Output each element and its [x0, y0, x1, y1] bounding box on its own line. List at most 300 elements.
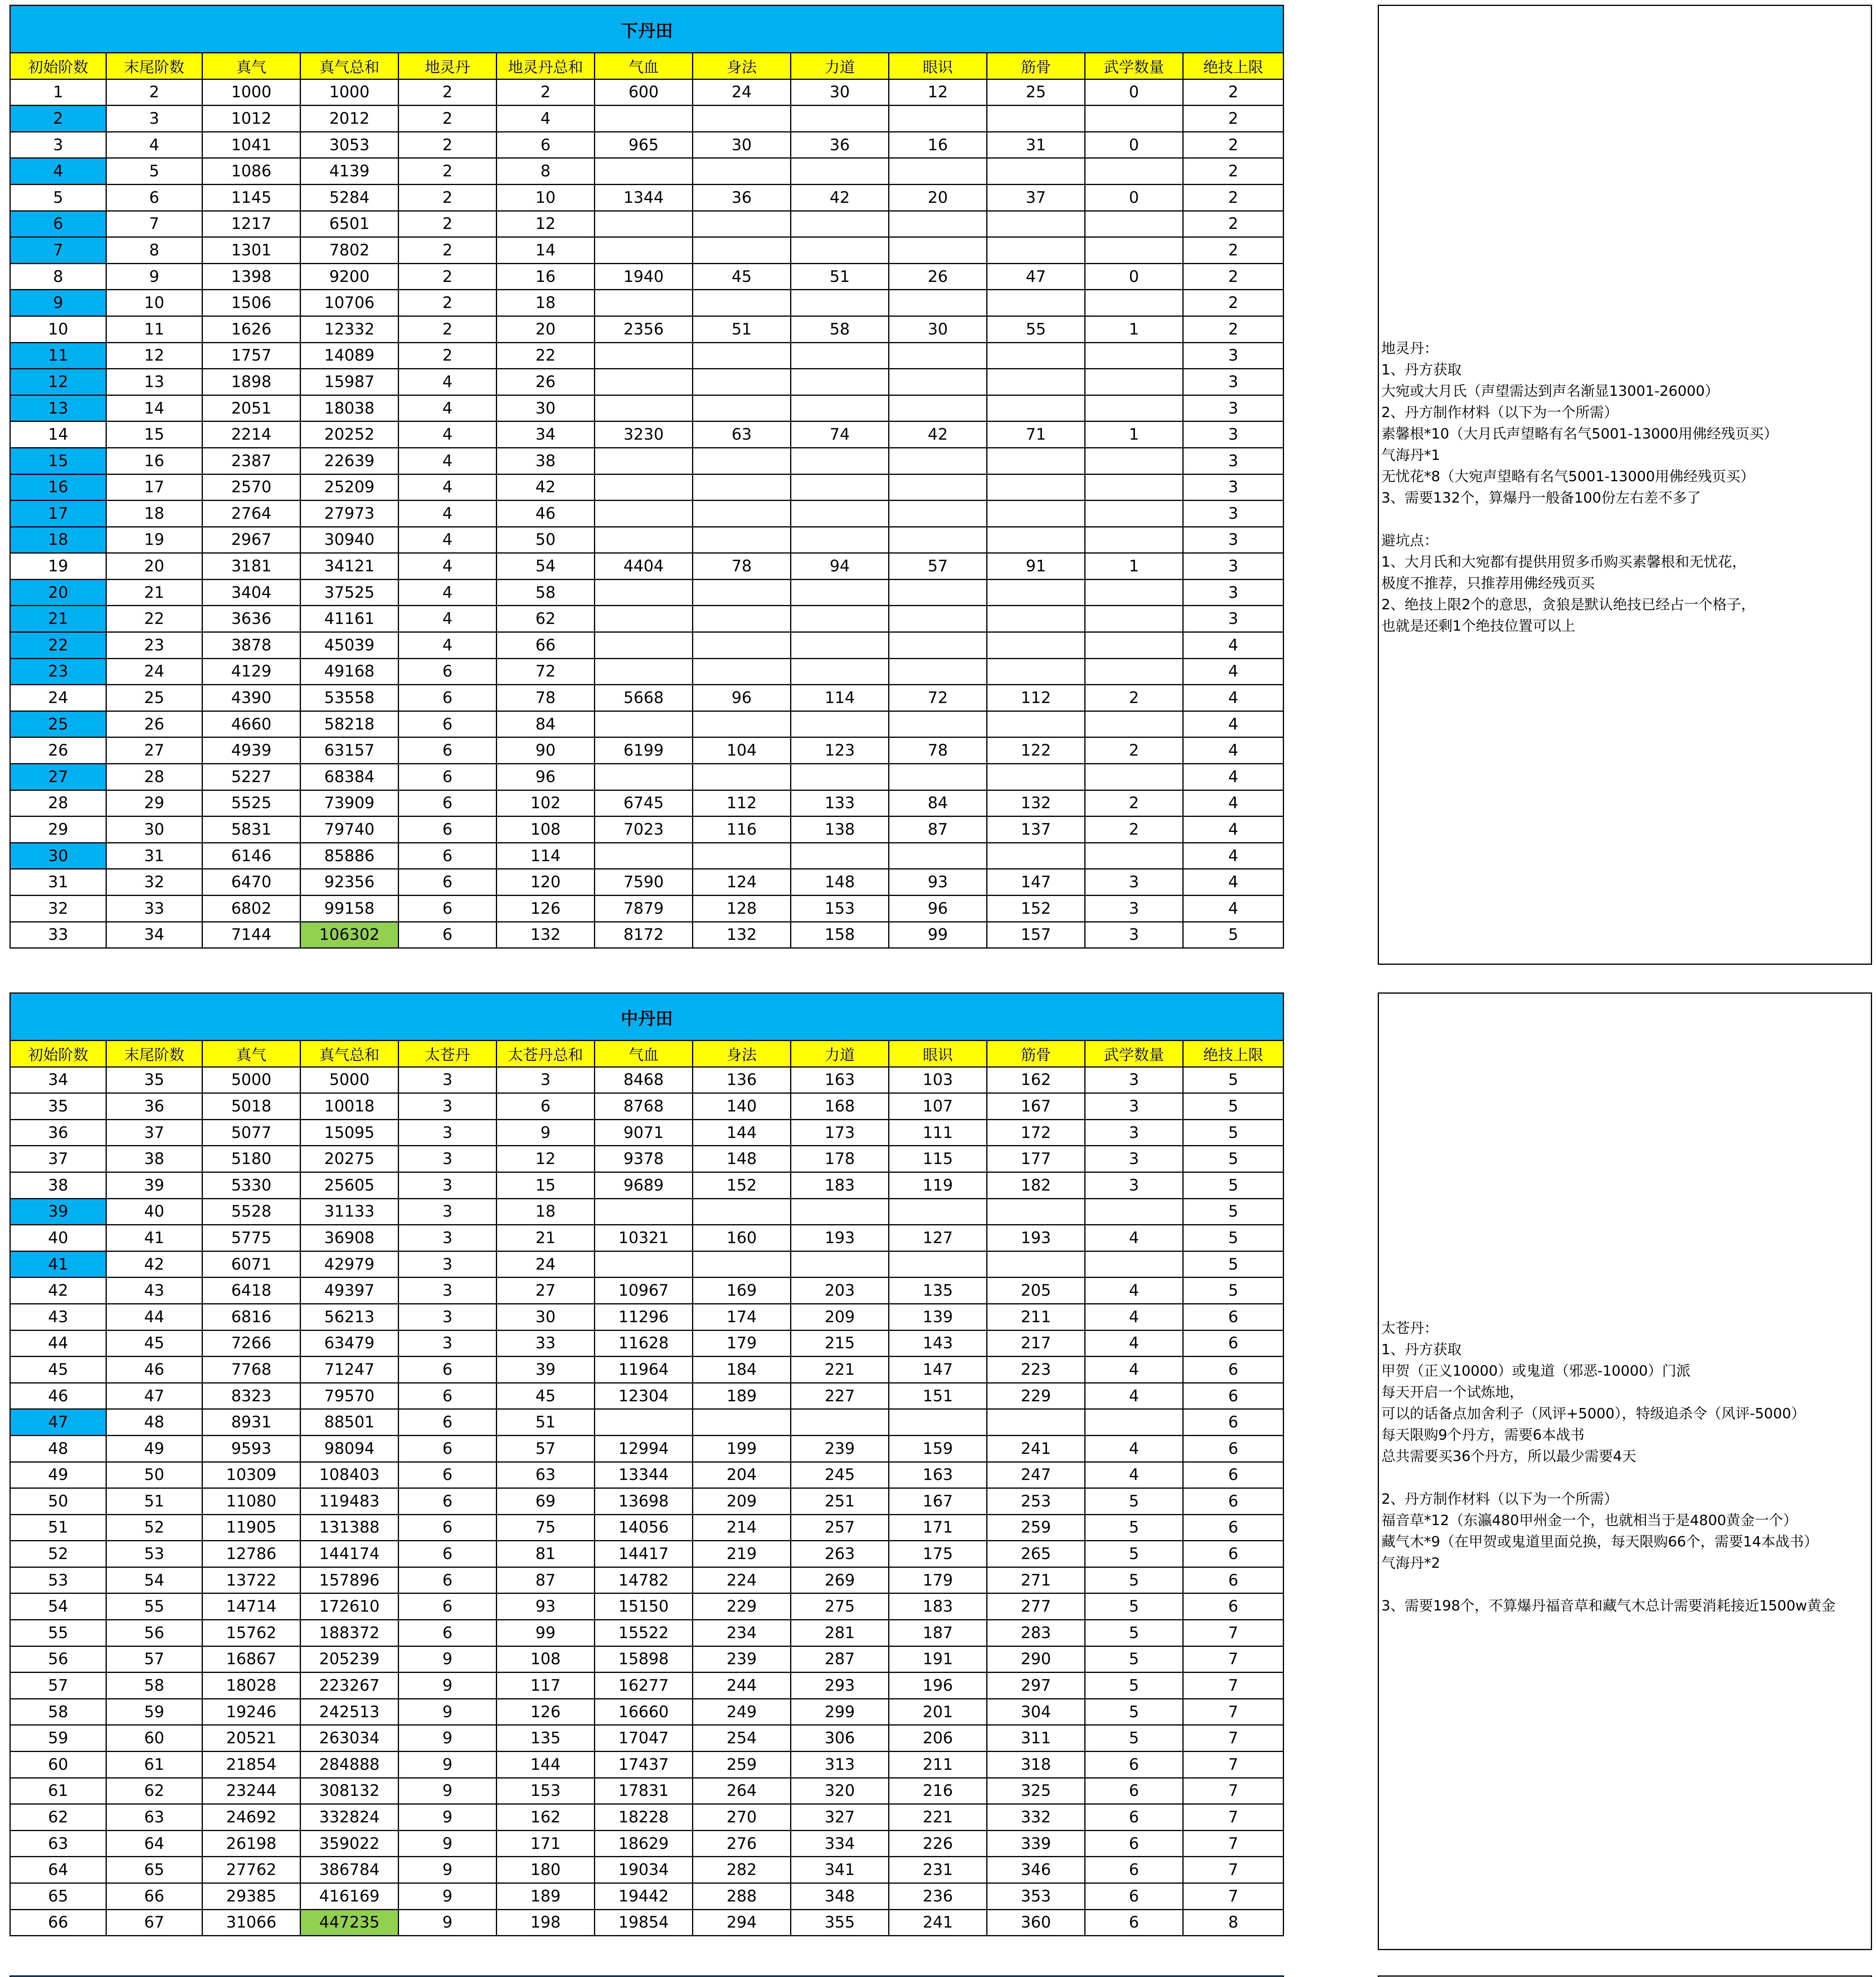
- table-cell: 5: [1085, 1488, 1183, 1515]
- table-cell: 15: [10, 448, 106, 474]
- table-cell: 27: [10, 764, 106, 790]
- table-cell: [889, 579, 987, 606]
- table-cell: 23: [106, 632, 202, 659]
- table-cell: 43: [10, 1304, 106, 1330]
- table-cell: 171: [889, 1514, 987, 1541]
- column-header: 绝技上限: [1183, 1041, 1284, 1067]
- table-cell: 96: [889, 896, 987, 922]
- table-cell: 4: [1183, 843, 1284, 869]
- column-header: 力道: [791, 53, 889, 79]
- table-cell: 49397: [301, 1278, 399, 1304]
- table-cell: 139: [889, 1304, 987, 1330]
- table-cell: [595, 290, 693, 316]
- table-cell: 3: [1183, 474, 1284, 501]
- table-cell: 10018: [301, 1093, 399, 1120]
- table-cell: 147: [889, 1357, 987, 1383]
- table-cell: [595, 106, 693, 132]
- table-cell: 55: [987, 316, 1085, 342]
- table-cell: 1: [1085, 316, 1183, 342]
- table-cell: 120: [497, 869, 595, 896]
- table-cell: 36908: [301, 1225, 399, 1251]
- table-cell: 9: [399, 1909, 497, 1936]
- table-cell: 287: [791, 1646, 889, 1673]
- table-cell: 6501: [301, 211, 399, 237]
- column-header: 筋骨: [987, 53, 1085, 79]
- table-row: [10, 158, 1284, 185]
- table-cell: 16277: [595, 1673, 693, 1699]
- table-cell: 4: [1183, 817, 1284, 843]
- table-cell: 965: [595, 132, 693, 158]
- table-cell: [693, 395, 791, 421]
- table-cell: 3181: [202, 553, 301, 580]
- middle-grid: [9, 992, 1284, 1936]
- table-cell: 140: [693, 1093, 791, 1120]
- table-cell: 31: [987, 132, 1085, 158]
- table-cell: 259: [693, 1752, 791, 1778]
- table-cell: 71247: [301, 1357, 399, 1383]
- table-cell: 46: [497, 501, 595, 527]
- table-row: [10, 711, 1284, 737]
- table-cell: 6: [10, 211, 106, 237]
- table-cell: 2: [497, 79, 595, 106]
- table-cell: 4: [1085, 1435, 1183, 1462]
- table-cell: 2: [1085, 790, 1183, 817]
- table-cell: 4939: [202, 737, 301, 764]
- table-cell: 7: [106, 211, 202, 237]
- table-cell: 5284: [301, 184, 399, 211]
- table-cell: 10309: [202, 1462, 301, 1488]
- table-cell: 53: [106, 1541, 202, 1567]
- table-cell: 6418: [202, 1278, 301, 1304]
- table-cell: [791, 1251, 889, 1278]
- table-cell: 26: [10, 737, 106, 764]
- table-cell: 51: [791, 263, 889, 290]
- table-cell: 3: [1183, 421, 1284, 448]
- table-row: [10, 1514, 1284, 1541]
- table-cell: 9: [399, 1725, 497, 1752]
- table-cell: 6470: [202, 869, 301, 896]
- table-row: [10, 395, 1284, 421]
- table-cell: [987, 237, 1085, 264]
- table-cell: 8: [1183, 1909, 1284, 1936]
- middle-dantian-table: [9, 992, 1284, 1936]
- table-cell: [889, 658, 987, 685]
- table-cell: 3: [1183, 369, 1284, 395]
- table-cell: [1085, 158, 1183, 185]
- table-row: [10, 1119, 1284, 1146]
- table-cell: 24: [693, 79, 791, 106]
- table-cell: 236: [889, 1883, 987, 1910]
- table-row: [10, 1830, 1284, 1857]
- table-cell: [791, 395, 889, 421]
- table-row: [10, 527, 1284, 553]
- table-cell: [987, 501, 1085, 527]
- table-cell: 59: [106, 1699, 202, 1725]
- table-row: [10, 1304, 1284, 1330]
- table-cell: 27: [106, 737, 202, 764]
- middle-note-text: 太苍丹： 1、丹方获取 甲贺（正义10000）或鬼道（邪恶-10000）门派 每天开启一个试炼地， 可以的话备点加舍利子（风评+5000），特级追杀令（风评-5000） 每天限购9个丹方，需要6本战书 总共需要买36个丹方，所以最少需要4天 2、丹方制作材料（以下为一个所需） 福音草*12（东瀛480甲州金一个，也就相当于是4800黄金一个） 藏气木*9（在甲贺或鬼道里面兑换，每天限购66个，需要14本战书） 气海丹*2 3、需要198个，不算爆丹福音草和藏气木总计需要消耗接近1500w黄金: [1381, 1320, 1836, 1614]
- table-cell: 85886: [301, 843, 399, 869]
- table-cell: 5000: [202, 1067, 301, 1093]
- upper-note-panel: [1378, 1975, 1872, 1977]
- table-row: [10, 1462, 1284, 1488]
- table-cell: 11080: [202, 1488, 301, 1515]
- table-cell: 294: [693, 1909, 791, 1936]
- table-cell: 17831: [595, 1778, 693, 1804]
- table-cell: 5: [1183, 1172, 1284, 1198]
- table-cell: 20: [497, 316, 595, 342]
- table-cell: 209: [693, 1488, 791, 1515]
- table-cell: 211: [987, 1304, 1085, 1330]
- table-row: [10, 1752, 1284, 1778]
- table-cell: 1506: [202, 290, 301, 316]
- table-cell: 30940: [301, 527, 399, 553]
- table-cell: [693, 527, 791, 553]
- table-cell: 12: [10, 369, 106, 395]
- table-cell: 25209: [301, 474, 399, 501]
- table-row: [10, 1330, 1284, 1357]
- table-cell: 10967: [595, 1278, 693, 1304]
- table-cell: 311: [987, 1725, 1085, 1752]
- table-cell: 0: [1085, 263, 1183, 290]
- table-cell: 5775: [202, 1225, 301, 1251]
- table-cell: 57: [497, 1435, 595, 1462]
- table-cell: 174: [693, 1304, 791, 1330]
- table-cell: [889, 764, 987, 790]
- table-cell: 19442: [595, 1883, 693, 1910]
- table-cell: 2: [1085, 737, 1183, 764]
- table-cell: 5227: [202, 764, 301, 790]
- table-cell: [595, 237, 693, 264]
- table-cell: 45: [10, 1357, 106, 1383]
- table-cell: [1085, 474, 1183, 501]
- column-header: 武学数量: [1085, 1041, 1183, 1067]
- table-cell: 8931: [202, 1409, 301, 1436]
- table-cell: 78: [497, 685, 595, 711]
- table-cell: 9: [399, 1673, 497, 1699]
- table-cell: 26: [497, 369, 595, 395]
- table-cell: [1085, 448, 1183, 474]
- table-cell: 6: [399, 1620, 497, 1646]
- table-cell: 242513: [301, 1699, 399, 1725]
- table-cell: 249: [693, 1699, 791, 1725]
- table-cell: 72: [889, 685, 987, 711]
- table-cell: 191: [889, 1646, 987, 1673]
- table-cell: 5: [10, 184, 106, 211]
- table-cell: 9: [399, 1752, 497, 1778]
- column-header: 眼识: [889, 53, 987, 79]
- table-row: [10, 1725, 1284, 1752]
- table-cell: 1086: [202, 158, 301, 185]
- table-cell: 332: [987, 1804, 1085, 1831]
- table-cell: 29385: [202, 1883, 301, 1910]
- table-cell: [693, 658, 791, 685]
- table-cell: [693, 211, 791, 237]
- table-cell: 3: [1183, 553, 1284, 580]
- table-cell: [693, 474, 791, 501]
- table-row: [10, 843, 1284, 869]
- table-cell: 264: [693, 1778, 791, 1804]
- table-cell: 47: [10, 1409, 106, 1436]
- table-cell: 8: [106, 237, 202, 264]
- table-cell: 245: [791, 1462, 889, 1488]
- table-cell: 239: [791, 1435, 889, 1462]
- table-cell: 48: [10, 1435, 106, 1462]
- table-cell: 24: [106, 658, 202, 685]
- table-cell: 6: [1183, 1541, 1284, 1567]
- table-cell: 3230: [595, 421, 693, 448]
- table-cell: [791, 237, 889, 264]
- table-cell: [595, 369, 693, 395]
- lower-note-text: 地灵丹： 1、丹方获取 大宛或大月氏（声望需达到声名渐显13001-26000） 2、丹方制作材料（以下为一个所需） 素馨根*10（大月氏声望略有名气5001-13000用佛经残页买） 气海丹*1 无忧花*8（大宛声望略有名气5001-13000用佛经残页买） 3、需要132个，算爆丹一般备100份左右差不多了 避坑点： 1、大月氏和大宛都有提供用贸多币购买素馨根和无忧花， 极度不推荐，只推荐用佛经残页买 2、绝技上限2个的意思，贪狼是默认绝技已经占一个格子， 也就是还剩1个绝技位置可以上: [1381, 340, 1778, 634]
- table-cell: 4: [1085, 1330, 1183, 1357]
- column-header: 太苍丹总和: [497, 1041, 595, 1067]
- table-cell: 4: [1183, 869, 1284, 896]
- table-cell: 20: [10, 579, 106, 606]
- table-cell: 116: [693, 817, 791, 843]
- table-cell: 293: [791, 1673, 889, 1699]
- table-cell: [693, 764, 791, 790]
- table-cell: 13722: [202, 1567, 301, 1593]
- table-cell: 1000: [301, 79, 399, 106]
- table-cell: 6: [399, 1567, 497, 1593]
- table-cell: 17437: [595, 1752, 693, 1778]
- table-row: [10, 184, 1284, 211]
- table-cell: 11964: [595, 1357, 693, 1383]
- table-cell: 58: [106, 1673, 202, 1699]
- table-cell: 10: [106, 290, 202, 316]
- table-cell: 6: [1183, 1567, 1284, 1593]
- table-cell: 24: [497, 1251, 595, 1278]
- table-cell: [987, 632, 1085, 659]
- table-cell: 6: [1085, 1857, 1183, 1883]
- table-cell: 57: [10, 1673, 106, 1699]
- table-cell: 66: [10, 1909, 106, 1936]
- table-cell: [987, 1251, 1085, 1278]
- table-cell: 8172: [595, 922, 693, 948]
- table-cell: [1085, 1198, 1183, 1225]
- table-cell: 6: [1183, 1330, 1284, 1357]
- table-cell: 1626: [202, 316, 301, 342]
- table-cell: 87: [497, 1567, 595, 1593]
- table-cell: 25: [106, 685, 202, 711]
- table-cell: 37: [10, 1146, 106, 1172]
- table-cell: 2: [399, 290, 497, 316]
- table-cell: 128: [693, 896, 791, 922]
- table-cell: 30: [889, 316, 987, 342]
- table-cell: 10: [497, 184, 595, 211]
- table-cell: 19034: [595, 1857, 693, 1883]
- table-row: [10, 1620, 1284, 1646]
- table-cell: 19246: [202, 1699, 301, 1725]
- table-cell: 4: [399, 606, 497, 632]
- table-cell: 148: [791, 869, 889, 896]
- table-cell: 2: [10, 106, 106, 132]
- table-cell: 37: [987, 184, 1085, 211]
- lower-note-panel: [1378, 5, 1872, 965]
- table-cell: [791, 843, 889, 869]
- table-cell: 45039: [301, 632, 399, 659]
- table-cell: 79740: [301, 817, 399, 843]
- table-row: [10, 1225, 1284, 1251]
- table-cell: 6: [1183, 1514, 1284, 1541]
- table-cell: 416169: [301, 1883, 399, 1910]
- table-cell: 15: [497, 1172, 595, 1198]
- table-cell: [1085, 658, 1183, 685]
- table-cell: 163: [791, 1067, 889, 1093]
- column-header: 真气: [202, 53, 301, 79]
- table-cell: 204: [693, 1462, 791, 1488]
- table-cell: [693, 606, 791, 632]
- table-cell: 14714: [202, 1593, 301, 1620]
- table-cell: 56: [10, 1646, 106, 1673]
- table-cell: 171: [497, 1830, 595, 1857]
- table-cell: 42: [10, 1278, 106, 1304]
- table-cell: 7023: [595, 817, 693, 843]
- table-cell: [1085, 711, 1183, 737]
- table-cell: 15762: [202, 1620, 301, 1646]
- table-cell: 104: [693, 737, 791, 764]
- table-cell: 31133: [301, 1198, 399, 1225]
- table-cell: 132: [497, 922, 595, 948]
- table-cell: 73909: [301, 790, 399, 817]
- table-cell: 4139: [301, 158, 399, 185]
- table-cell: 151: [889, 1383, 987, 1409]
- table-row: [10, 1146, 1284, 1172]
- table-cell: 25: [987, 79, 1085, 106]
- table-cell: 12332: [301, 316, 399, 342]
- table-cell: 4: [1085, 1462, 1183, 1488]
- table-cell: 3878: [202, 632, 301, 659]
- table-cell: 15898: [595, 1646, 693, 1673]
- table-cell: 3: [1085, 922, 1183, 948]
- table-cell: 359022: [301, 1830, 399, 1857]
- table-cell: [889, 290, 987, 316]
- table-cell: 308132: [301, 1778, 399, 1804]
- table-cell: 20252: [301, 421, 399, 448]
- table-cell: 234: [693, 1620, 791, 1646]
- table-cell: [889, 474, 987, 501]
- table-cell: 33: [10, 922, 106, 948]
- table-cell: 3: [1183, 395, 1284, 421]
- table-cell: 14056: [595, 1514, 693, 1541]
- table-cell: 177: [987, 1146, 1085, 1172]
- table-row: [10, 1883, 1284, 1910]
- table-cell: 6: [1085, 1883, 1183, 1910]
- table-cell: 54: [106, 1567, 202, 1593]
- table-cell: 13: [10, 395, 106, 421]
- table-cell: 6: [106, 184, 202, 211]
- table-cell: 1: [1085, 421, 1183, 448]
- table-cell: 172610: [301, 1593, 399, 1620]
- table-cell: 119483: [301, 1488, 399, 1515]
- table-cell: 29: [106, 790, 202, 817]
- table-cell: 63157: [301, 737, 399, 764]
- table-cell: [595, 606, 693, 632]
- table-cell: 27: [497, 1278, 595, 1304]
- table-cell: 6: [399, 1541, 497, 1567]
- table-row: [10, 316, 1284, 342]
- table-cell: 254: [693, 1725, 791, 1752]
- column-header: 地灵丹总和: [497, 53, 595, 79]
- column-header: 武学数量: [1085, 53, 1183, 79]
- table-cell: 8: [10, 263, 106, 290]
- table-cell: 46: [106, 1357, 202, 1383]
- table-cell: [889, 1409, 987, 1436]
- table-cell: 126: [497, 1699, 595, 1725]
- table-cell: 36: [10, 1119, 106, 1146]
- column-header: 力道: [791, 1041, 889, 1067]
- table-cell: 4: [1085, 1304, 1183, 1330]
- table-cell: [1085, 369, 1183, 395]
- column-header: 身法: [693, 1041, 791, 1067]
- table-cell: 131388: [301, 1514, 399, 1541]
- table-cell: [1085, 290, 1183, 316]
- table-cell: 72: [497, 658, 595, 685]
- table-cell: 3: [106, 106, 202, 132]
- table-cell: [889, 211, 987, 237]
- table-cell: 18038: [301, 395, 399, 421]
- table-cell: 226: [889, 1830, 987, 1857]
- table-cell: 42: [497, 474, 595, 501]
- column-header: 绝技上限: [1183, 53, 1284, 79]
- table-cell: 45: [497, 1383, 595, 1409]
- table-cell: 223267: [301, 1673, 399, 1699]
- table-cell: 3: [1183, 342, 1284, 369]
- table-cell: 34121: [301, 553, 399, 580]
- column-header: 真气总和: [301, 1041, 399, 1067]
- table-cell: 8323: [202, 1383, 301, 1409]
- table-cell: 17047: [595, 1725, 693, 1752]
- table-cell: 320: [791, 1778, 889, 1804]
- table-cell: [1085, 1409, 1183, 1436]
- table-row: [10, 132, 1284, 158]
- table-cell: 153: [497, 1778, 595, 1804]
- table-cell: 8: [497, 158, 595, 185]
- table-cell: 44: [106, 1304, 202, 1330]
- table-cell: 4: [10, 158, 106, 185]
- table-cell: 18228: [595, 1804, 693, 1831]
- table-cell: 133: [791, 790, 889, 817]
- table-cell: 5: [1183, 1093, 1284, 1120]
- table-cell: [791, 632, 889, 659]
- table-cell: 11296: [595, 1304, 693, 1330]
- table-cell: 50: [497, 527, 595, 553]
- table-cell: 205: [987, 1278, 1085, 1304]
- table-cell: 75: [497, 1514, 595, 1541]
- table-cell: 32: [106, 869, 202, 896]
- table-cell: 167: [987, 1093, 1085, 1120]
- table-cell: 22: [106, 606, 202, 632]
- table-cell: 6: [1085, 1909, 1183, 1936]
- table-cell: [693, 237, 791, 264]
- table-cell: 10706: [301, 290, 399, 316]
- table-cell: 92356: [301, 869, 399, 896]
- table-cell: [889, 448, 987, 474]
- table-cell: 5: [1085, 1541, 1183, 1567]
- table-cell: [595, 448, 693, 474]
- table-cell: 14782: [595, 1567, 693, 1593]
- table-cell: 53: [10, 1567, 106, 1593]
- table-cell: 244: [693, 1673, 791, 1699]
- table-row: [10, 474, 1284, 501]
- table-row: [10, 1093, 1284, 1120]
- table-cell: [595, 658, 693, 685]
- table-cell: 5330: [202, 1172, 301, 1198]
- table-cell: 3: [1085, 896, 1183, 922]
- table-cell: 108: [497, 817, 595, 843]
- lower-grid: [9, 5, 1284, 949]
